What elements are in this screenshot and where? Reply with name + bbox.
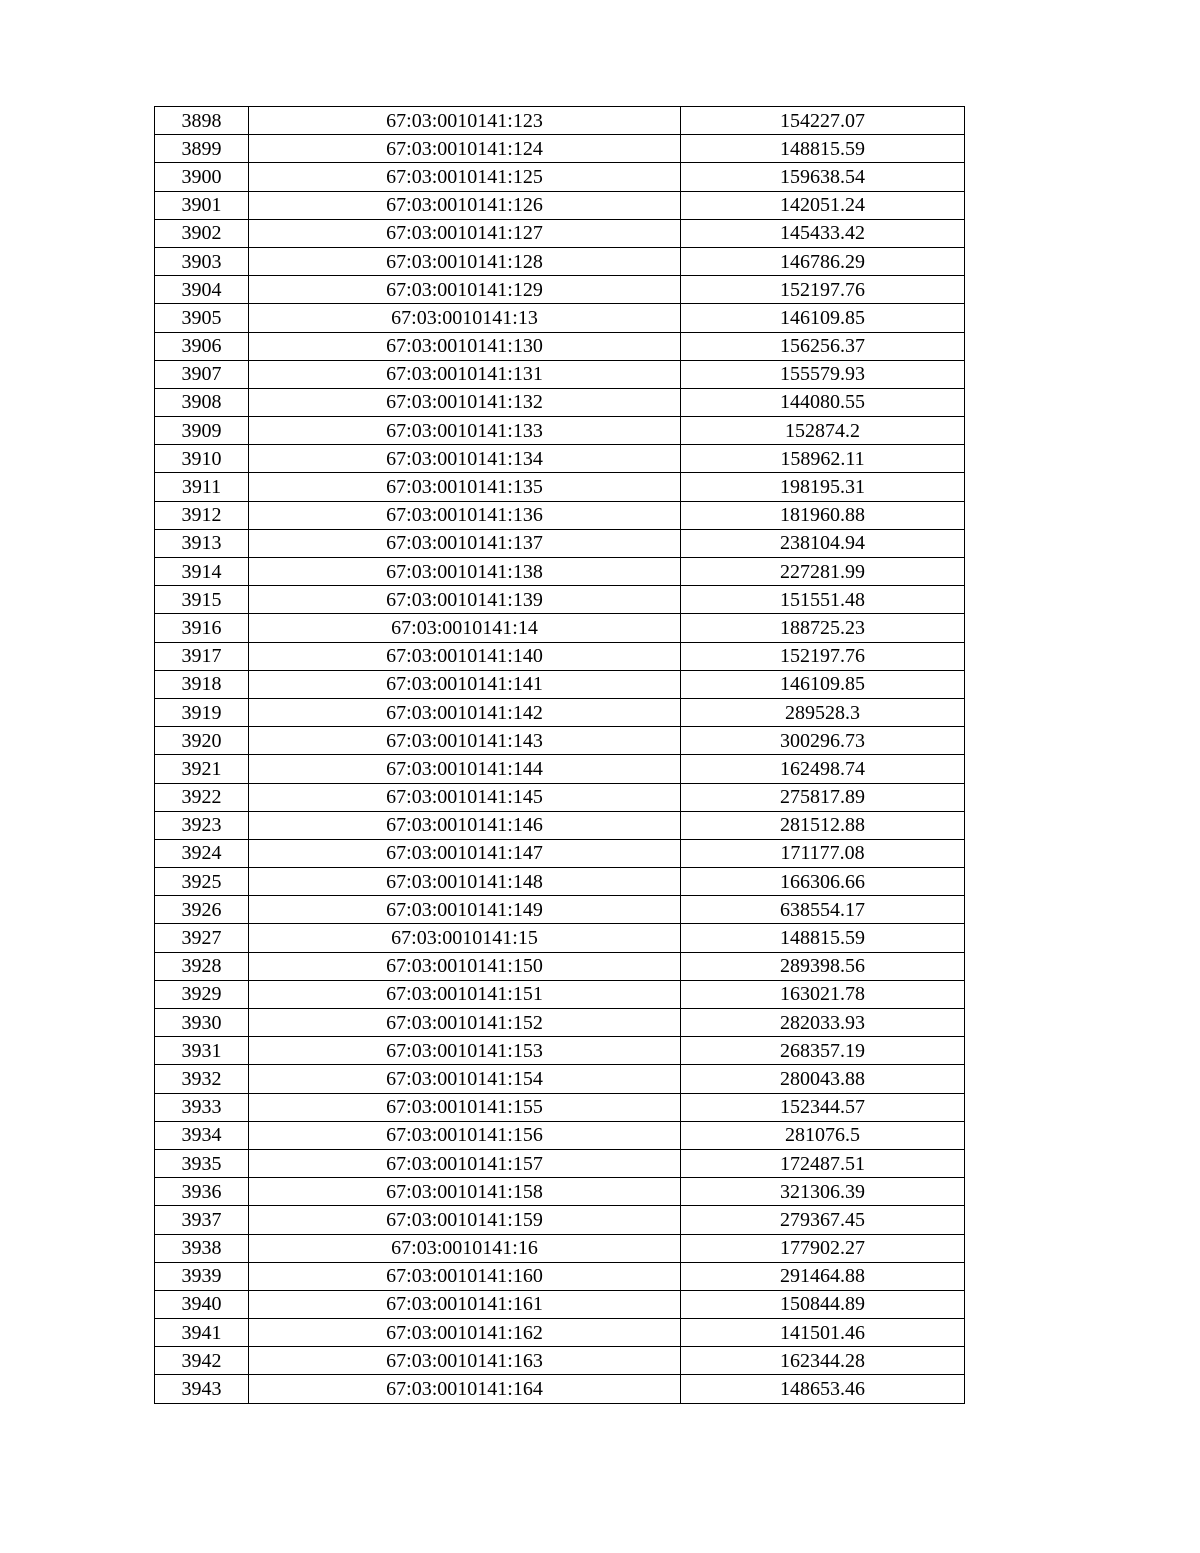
cadastral-value-cell: 152197.76 xyxy=(681,276,965,304)
cadastral-value-cell: 181960.88 xyxy=(681,501,965,529)
cadastral-number-cell: 67:03:0010141:143 xyxy=(249,727,681,755)
table-row xyxy=(155,896,965,924)
table-row xyxy=(155,1290,965,1318)
row-number-cell: 3927 xyxy=(155,924,249,952)
cadastral-value-cell: 148815.59 xyxy=(681,135,965,163)
cadastral-number-cell: 67:03:0010141:148 xyxy=(249,868,681,896)
row-number-cell: 3938 xyxy=(155,1234,249,1262)
table-row xyxy=(155,642,965,670)
table-row xyxy=(155,501,965,529)
row-number-cell: 3910 xyxy=(155,445,249,473)
table-row xyxy=(155,952,965,980)
table-row xyxy=(155,163,965,191)
table-row xyxy=(155,529,965,557)
row-number-cell: 3921 xyxy=(155,755,249,783)
row-number-cell: 3916 xyxy=(155,614,249,642)
row-number-cell: 3909 xyxy=(155,417,249,445)
row-number-cell: 3899 xyxy=(155,135,249,163)
table-row xyxy=(155,755,965,783)
cadastral-value-cell: 291464.88 xyxy=(681,1262,965,1290)
table-row xyxy=(155,135,965,163)
table-row xyxy=(155,1319,965,1347)
cadastral-value-cell: 156256.37 xyxy=(681,332,965,360)
cadastral-value-cell: 158962.11 xyxy=(681,445,965,473)
cadastral-number-cell: 67:03:0010141:134 xyxy=(249,445,681,473)
cadastral-value-cell: 172487.51 xyxy=(681,1149,965,1177)
table-row xyxy=(155,473,965,501)
table-row xyxy=(155,445,965,473)
cadastral-value-cell: 145433.42 xyxy=(681,219,965,247)
cadastral-value-cell: 152344.57 xyxy=(681,1093,965,1121)
cadastral-number-cell: 67:03:0010141:164 xyxy=(249,1375,681,1403)
cadastral-number-cell: 67:03:0010141:135 xyxy=(249,473,681,501)
cadastral-value-cell: 289398.56 xyxy=(681,952,965,980)
cadastral-value-cell: 282033.93 xyxy=(681,1009,965,1037)
cadastral-number-cell: 67:03:0010141:149 xyxy=(249,896,681,924)
cadastral-value-table xyxy=(154,106,965,1404)
cadastral-number-cell: 67:03:0010141:142 xyxy=(249,698,681,726)
cadastral-number-cell: 67:03:0010141:158 xyxy=(249,1178,681,1206)
cadastral-value-cell: 159638.54 xyxy=(681,163,965,191)
table-row xyxy=(155,417,965,445)
table-row xyxy=(155,247,965,275)
table-row xyxy=(155,811,965,839)
cadastral-value-cell: 146109.85 xyxy=(681,670,965,698)
cadastral-number-cell: 67:03:0010141:153 xyxy=(249,1037,681,1065)
cadastral-value-cell: 148653.46 xyxy=(681,1375,965,1403)
cadastral-number-cell: 67:03:0010141:154 xyxy=(249,1065,681,1093)
table-row xyxy=(155,1206,965,1234)
row-number-cell: 3941 xyxy=(155,1319,249,1347)
table-row xyxy=(155,332,965,360)
cadastral-number-cell: 67:03:0010141:123 xyxy=(249,107,681,135)
cadastral-number-cell: 67:03:0010141:162 xyxy=(249,1319,681,1347)
cadastral-number-cell: 67:03:0010141:151 xyxy=(249,980,681,1008)
cadastral-number-cell: 67:03:0010141:139 xyxy=(249,586,681,614)
row-number-cell: 3906 xyxy=(155,332,249,360)
row-number-cell: 3926 xyxy=(155,896,249,924)
cadastral-value-cell: 188725.23 xyxy=(681,614,965,642)
row-number-cell: 3934 xyxy=(155,1121,249,1149)
table-row xyxy=(155,558,965,586)
row-number-cell: 3924 xyxy=(155,839,249,867)
cadastral-number-cell: 67:03:0010141:155 xyxy=(249,1093,681,1121)
cadastral-value-cell: 289528.3 xyxy=(681,698,965,726)
table-row xyxy=(155,1009,965,1037)
row-number-cell: 3920 xyxy=(155,727,249,755)
table-body xyxy=(155,107,965,1404)
row-number-cell: 3902 xyxy=(155,219,249,247)
table-row xyxy=(155,839,965,867)
row-number-cell: 3903 xyxy=(155,247,249,275)
table-row xyxy=(155,698,965,726)
cadastral-value-cell: 198195.31 xyxy=(681,473,965,501)
table-row xyxy=(155,219,965,247)
row-number-cell: 3914 xyxy=(155,558,249,586)
table-row xyxy=(155,191,965,219)
cadastral-number-cell: 67:03:0010141:145 xyxy=(249,783,681,811)
table-row xyxy=(155,980,965,1008)
cadastral-value-cell: 163021.78 xyxy=(681,980,965,1008)
row-number-cell: 3936 xyxy=(155,1178,249,1206)
row-number-cell: 3943 xyxy=(155,1375,249,1403)
cadastral-number-cell: 67:03:0010141:159 xyxy=(249,1206,681,1234)
table-row xyxy=(155,1347,965,1375)
table-row xyxy=(155,1065,965,1093)
cadastral-number-cell: 67:03:0010141:16 xyxy=(249,1234,681,1262)
cadastral-number-cell: 67:03:0010141:132 xyxy=(249,388,681,416)
cadastral-number-cell: 67:03:0010141:138 xyxy=(249,558,681,586)
cadastral-number-cell: 67:03:0010141:128 xyxy=(249,247,681,275)
row-number-cell: 3933 xyxy=(155,1093,249,1121)
table-row xyxy=(155,1093,965,1121)
row-number-cell: 3935 xyxy=(155,1149,249,1177)
cadastral-value-cell: 146786.29 xyxy=(681,247,965,275)
cadastral-number-cell: 67:03:0010141:131 xyxy=(249,360,681,388)
cadastral-value-cell: 321306.39 xyxy=(681,1178,965,1206)
cadastral-value-cell: 152197.76 xyxy=(681,642,965,670)
row-number-cell: 3917 xyxy=(155,642,249,670)
table-row xyxy=(155,388,965,416)
table-row xyxy=(155,304,965,332)
cadastral-number-cell: 67:03:0010141:140 xyxy=(249,642,681,670)
cadastral-number-cell: 67:03:0010141:14 xyxy=(249,614,681,642)
cadastral-number-cell: 67:03:0010141:163 xyxy=(249,1347,681,1375)
cadastral-value-cell: 151551.48 xyxy=(681,586,965,614)
cadastral-value-cell: 238104.94 xyxy=(681,529,965,557)
row-number-cell: 3923 xyxy=(155,811,249,839)
row-number-cell: 3911 xyxy=(155,473,249,501)
cadastral-number-cell: 67:03:0010141:161 xyxy=(249,1290,681,1318)
cadastral-value-cell: 144080.55 xyxy=(681,388,965,416)
row-number-cell: 3907 xyxy=(155,360,249,388)
table-row xyxy=(155,1375,965,1403)
cadastral-value-cell: 171177.08 xyxy=(681,839,965,867)
row-number-cell: 3908 xyxy=(155,388,249,416)
row-number-cell: 3912 xyxy=(155,501,249,529)
cadastral-number-cell: 67:03:0010141:150 xyxy=(249,952,681,980)
cadastral-number-cell: 67:03:0010141:147 xyxy=(249,839,681,867)
cadastral-number-cell: 67:03:0010141:157 xyxy=(249,1149,681,1177)
row-number-cell: 3919 xyxy=(155,698,249,726)
row-number-cell: 3939 xyxy=(155,1262,249,1290)
cadastral-value-cell: 142051.24 xyxy=(681,191,965,219)
table-row xyxy=(155,276,965,304)
cadastral-number-cell: 67:03:0010141:127 xyxy=(249,219,681,247)
cadastral-number-cell: 67:03:0010141:133 xyxy=(249,417,681,445)
row-number-cell: 3930 xyxy=(155,1009,249,1037)
row-number-cell: 3942 xyxy=(155,1347,249,1375)
table-row xyxy=(155,1262,965,1290)
row-number-cell: 3905 xyxy=(155,304,249,332)
cadastral-value-cell: 638554.17 xyxy=(681,896,965,924)
cadastral-number-cell: 67:03:0010141:15 xyxy=(249,924,681,952)
row-number-cell: 3937 xyxy=(155,1206,249,1234)
cadastral-value-cell: 150844.89 xyxy=(681,1290,965,1318)
cadastral-value-cell: 281076.5 xyxy=(681,1121,965,1149)
cadastral-number-cell: 67:03:0010141:156 xyxy=(249,1121,681,1149)
table-row xyxy=(155,1178,965,1206)
table-row xyxy=(155,586,965,614)
row-number-cell: 3915 xyxy=(155,586,249,614)
table-row xyxy=(155,360,965,388)
row-number-cell: 3900 xyxy=(155,163,249,191)
cadastral-value-cell: 227281.99 xyxy=(681,558,965,586)
cadastral-number-cell: 67:03:0010141:152 xyxy=(249,1009,681,1037)
table-row xyxy=(155,924,965,952)
table-row xyxy=(155,107,965,135)
row-number-cell: 3913 xyxy=(155,529,249,557)
cadastral-value-cell: 281512.88 xyxy=(681,811,965,839)
cadastral-value-cell: 155579.93 xyxy=(681,360,965,388)
cadastral-value-cell: 162498.74 xyxy=(681,755,965,783)
cadastral-value-cell: 148815.59 xyxy=(681,924,965,952)
cadastral-number-cell: 67:03:0010141:146 xyxy=(249,811,681,839)
cadastral-value-cell: 177902.27 xyxy=(681,1234,965,1262)
table-row xyxy=(155,727,965,755)
cadastral-number-cell: 67:03:0010141:126 xyxy=(249,191,681,219)
table-row xyxy=(155,1037,965,1065)
row-number-cell: 3931 xyxy=(155,1037,249,1065)
row-number-cell: 3898 xyxy=(155,107,249,135)
table-row xyxy=(155,783,965,811)
row-number-cell: 3922 xyxy=(155,783,249,811)
cadastral-number-cell: 67:03:0010141:136 xyxy=(249,501,681,529)
cadastral-number-cell: 67:03:0010141:13 xyxy=(249,304,681,332)
row-number-cell: 3940 xyxy=(155,1290,249,1318)
cadastral-number-cell: 67:03:0010141:130 xyxy=(249,332,681,360)
cadastral-number-cell: 67:03:0010141:125 xyxy=(249,163,681,191)
cadastral-value-cell: 152874.2 xyxy=(681,417,965,445)
row-number-cell: 3925 xyxy=(155,868,249,896)
row-number-cell: 3929 xyxy=(155,980,249,1008)
row-number-cell: 3904 xyxy=(155,276,249,304)
row-number-cell: 3901 xyxy=(155,191,249,219)
cadastral-number-cell: 67:03:0010141:141 xyxy=(249,670,681,698)
row-number-cell: 3932 xyxy=(155,1065,249,1093)
cadastral-value-cell: 141501.46 xyxy=(681,1319,965,1347)
cadastral-value-cell: 280043.88 xyxy=(681,1065,965,1093)
row-number-cell: 3928 xyxy=(155,952,249,980)
cadastral-value-cell: 166306.66 xyxy=(681,868,965,896)
cadastral-number-cell: 67:03:0010141:129 xyxy=(249,276,681,304)
cadastral-value-cell: 300296.73 xyxy=(681,727,965,755)
row-number-cell: 3918 xyxy=(155,670,249,698)
table-row xyxy=(155,670,965,698)
cadastral-number-cell: 67:03:0010141:160 xyxy=(249,1262,681,1290)
table-row xyxy=(155,614,965,642)
table-row xyxy=(155,1234,965,1262)
cadastral-value-cell: 279367.45 xyxy=(681,1206,965,1234)
cadastral-value-cell: 146109.85 xyxy=(681,304,965,332)
table-row xyxy=(155,1121,965,1149)
cadastral-value-cell: 154227.07 xyxy=(681,107,965,135)
cadastral-number-cell: 67:03:0010141:137 xyxy=(249,529,681,557)
table-row xyxy=(155,868,965,896)
cadastral-value-cell: 268357.19 xyxy=(681,1037,965,1065)
cadastral-value-cell: 162344.28 xyxy=(681,1347,965,1375)
cadastral-number-cell: 67:03:0010141:144 xyxy=(249,755,681,783)
table-row xyxy=(155,1149,965,1177)
cadastral-value-cell: 275817.89 xyxy=(681,783,965,811)
cadastral-number-cell: 67:03:0010141:124 xyxy=(249,135,681,163)
